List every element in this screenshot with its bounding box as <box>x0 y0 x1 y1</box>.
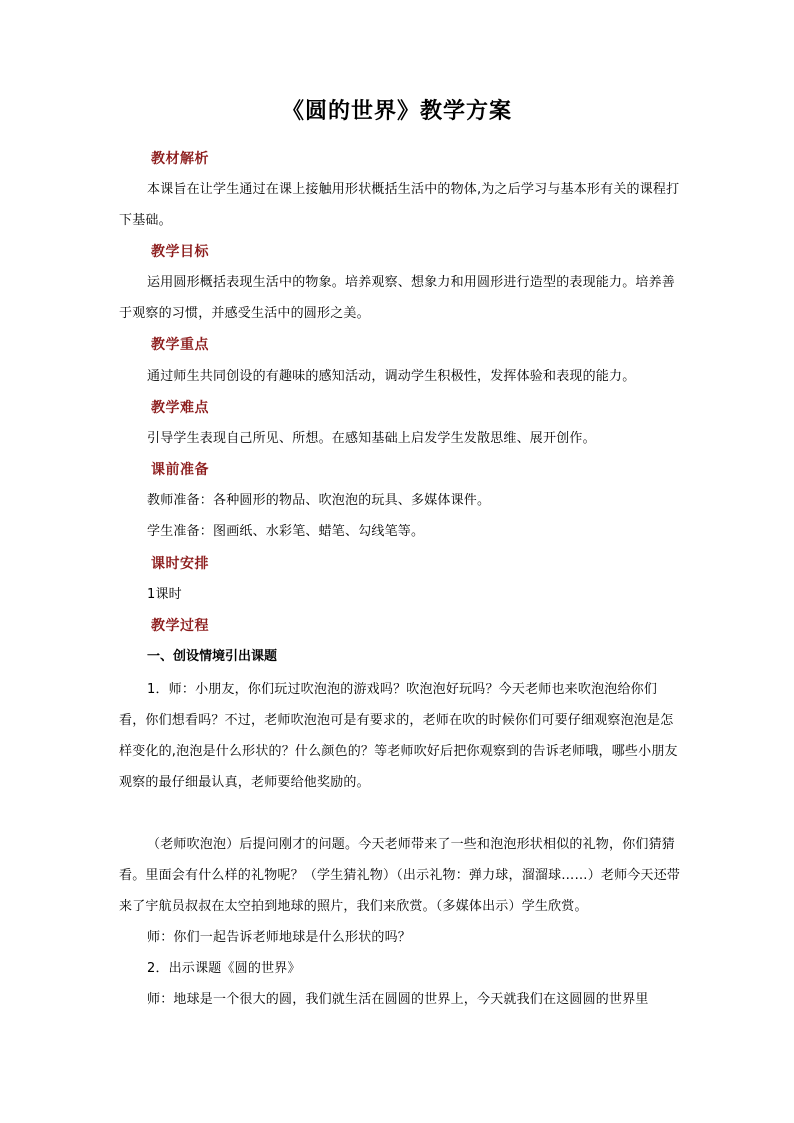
paragraph-process-3: 师：你们一起告诉老师地球是什么形状的吗？ <box>147 930 412 945</box>
heading-difficulties: 教学难点 <box>151 400 209 416</box>
heading-schedule: 课时安排 <box>151 556 209 572</box>
heading-key-points: 教学重点 <box>151 337 209 353</box>
paragraph-process-1: 1．师：小朋友，你们玩过吹泡泡的游戏吗？吹泡泡好玩吗？今天老师也来吹泡泡给你们看，你们想看吗？不过，老师吹泡泡可是有要求的，老师在吹的时候你们可要仔细观察泡泡是怎样变化的,泡泡是什么形状的？什么颜色的？等老师吹好后把你观察到的告诉老师哦，哪些小朋友观察的最仔细最认真，老师要给他奖励的。 <box>119 682 678 790</box>
document-title: 《圆的世界》教学方案 <box>281 98 512 124</box>
paragraph-analysis: 本课旨在让学生通过在课上接触用形状概括生活中的物体,为之后学习与基本形有关的课程打下基础。 <box>119 182 680 228</box>
heading-process: 教学过程 <box>151 618 209 634</box>
paragraph-key-points: 通过师生共同创设的有趣味的感知活动，调动学生积极性，发挥体验和表现的能力。 <box>147 369 636 384</box>
subheading-intro: 一、创设情境引出课题 <box>147 649 278 664</box>
paragraph-goals: 运用圆形概括表现生活中的物象。培养观察、想象力和用圆形进行造型的表现能力。培养善于观察的习惯，并感受生活中的圆形之美。 <box>119 275 676 321</box>
heading-analysis: 教材解析 <box>151 151 209 167</box>
heading-goals: 教学目标 <box>151 244 209 260</box>
heading-preparation: 课前准备 <box>151 462 209 478</box>
paragraph-schedule: 1课时 <box>147 587 182 602</box>
paragraph-process-4: 2．出示课题《圆的世界》 <box>147 961 301 976</box>
paragraph-process-2: （老师吹泡泡）后提问刚才的问题。今天老师带来了一些和泡泡形状相似的礼物，你们猜猜看。里面会有什么样的礼物呢？（学生猜礼物）（出示礼物：弹力球，溜溜球……）老师今天还带来了宇航员叔叔在太空拍到地球的照片，我们来欣赏。（多媒体出示）学生欣赏。 <box>119 837 681 914</box>
paragraph-difficulties: 引导学生表现自己所见、所想。在感知基础上启发学生发散思维、展开创作。 <box>147 431 596 446</box>
paragraph-student-prep: 学生准备：图画纸、水彩笔、蜡笔、勾线笔等。 <box>147 524 425 539</box>
paragraph-process-5: 师：地球是一个很大的圆，我们就生活在圆圆的世界上，今天就我们在这圆圆的世界里 <box>147 992 649 1007</box>
paragraph-teacher-prep: 教师准备：各种圆形的物品、吹泡泡的玩具、多媒体课件。 <box>147 493 491 508</box>
